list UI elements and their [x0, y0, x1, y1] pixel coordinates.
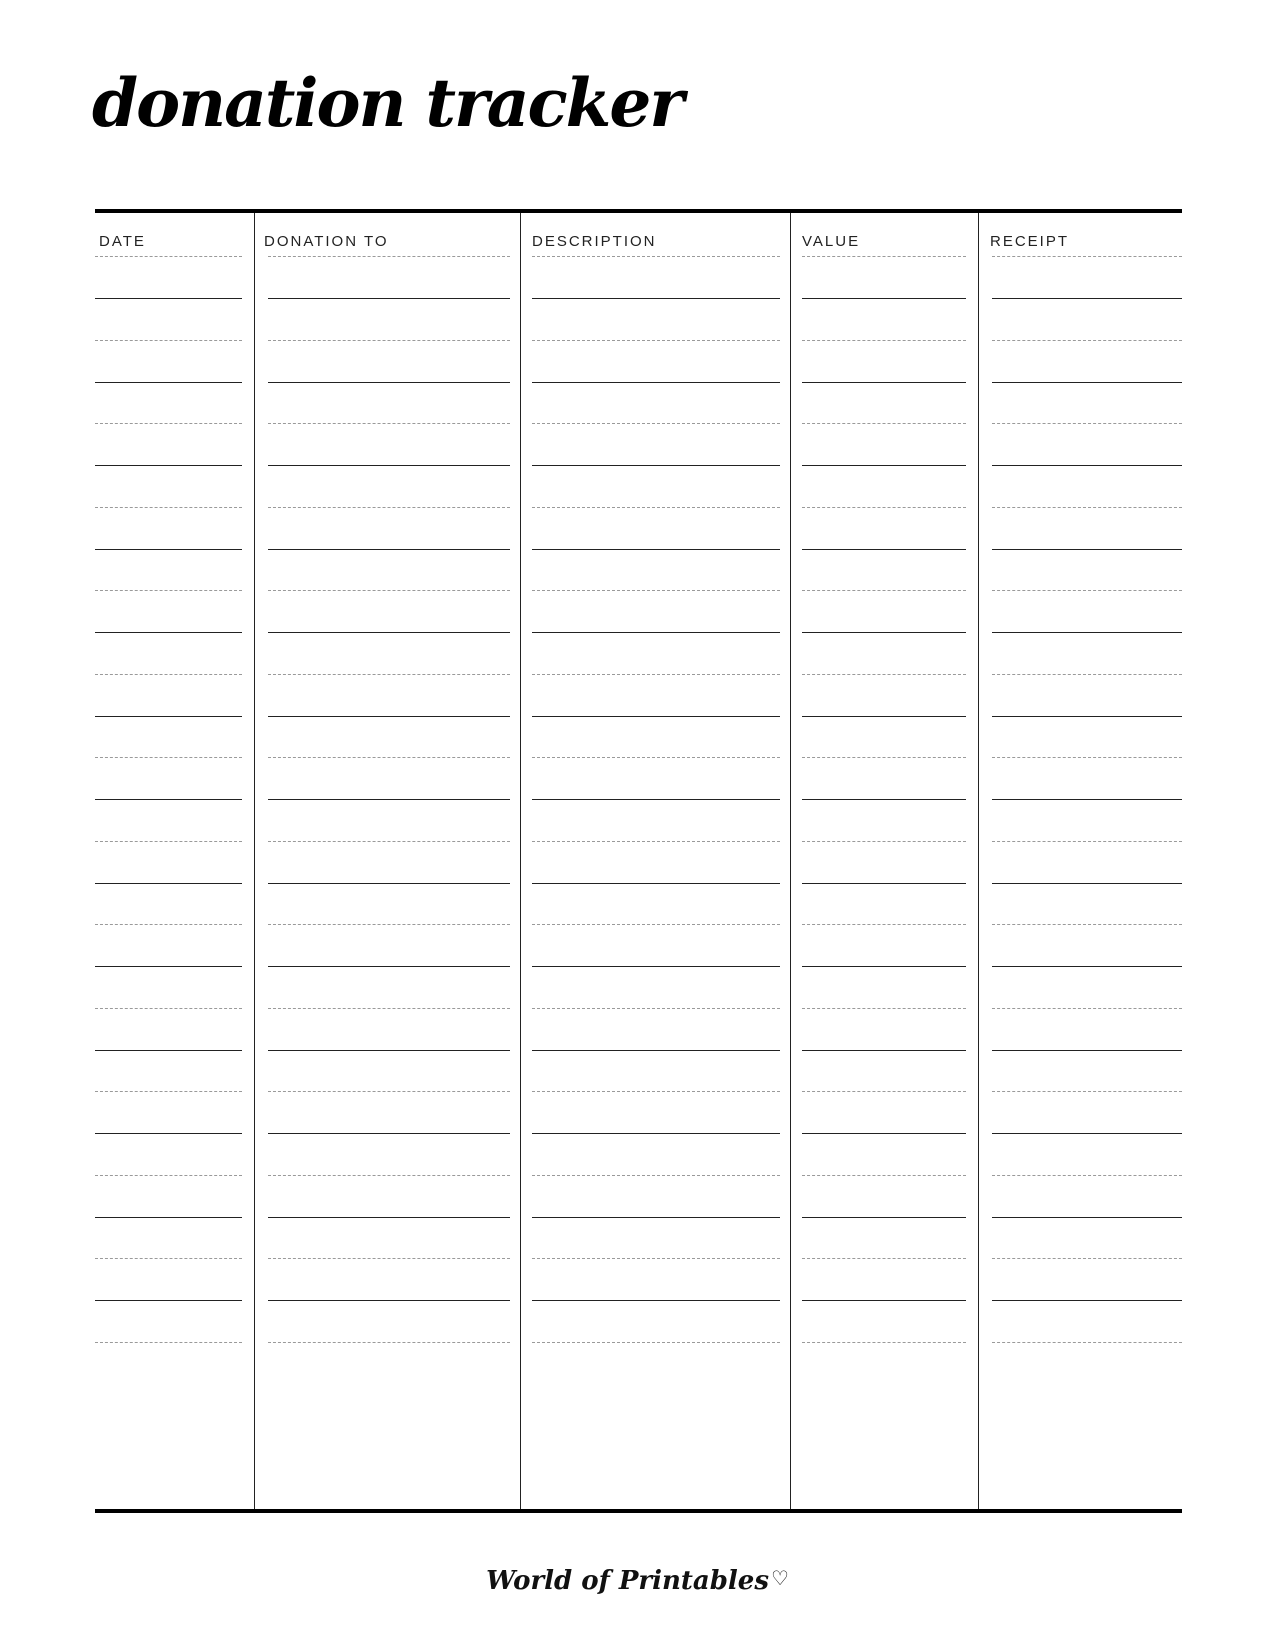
writing-line	[268, 382, 510, 383]
dotted-guide-line	[532, 590, 780, 591]
writing-line	[532, 799, 780, 800]
writing-line	[992, 1300, 1182, 1301]
writing-line	[532, 382, 780, 383]
column-header-date: DATE	[99, 233, 146, 250]
writing-line	[268, 298, 510, 299]
writing-line	[268, 632, 510, 633]
dotted-guide-line	[532, 841, 780, 842]
column-header-value: VALUE	[802, 233, 861, 250]
dotted-guide-line	[95, 423, 242, 424]
writing-line	[268, 1300, 510, 1301]
dotted-guide-line	[992, 423, 1182, 424]
column-header-receipt: RECEIPT	[990, 233, 1070, 250]
dotted-guide-line	[532, 1175, 780, 1176]
dotted-guide-line	[95, 1008, 242, 1009]
writing-line	[268, 1050, 510, 1051]
writing-line	[992, 298, 1182, 299]
dotted-guide-line	[268, 1258, 510, 1259]
writing-line	[992, 966, 1182, 967]
dotted-guide-line	[95, 757, 242, 758]
writing-line	[532, 1217, 780, 1218]
writing-line	[268, 966, 510, 967]
writing-line	[802, 1217, 966, 1218]
writing-line	[95, 883, 242, 884]
writing-line	[802, 298, 966, 299]
dotted-guide-line	[268, 841, 510, 842]
dotted-guide-line	[532, 1342, 780, 1343]
dotted-guide-line	[802, 841, 966, 842]
writing-line	[95, 382, 242, 383]
writing-line	[532, 1300, 780, 1301]
writing-line	[992, 549, 1182, 550]
dotted-guide-line	[95, 1342, 242, 1343]
writing-line	[532, 549, 780, 550]
dotted-guide-line	[268, 1342, 510, 1343]
footer-brand	[0, 1566, 1275, 1596]
writing-line	[992, 465, 1182, 466]
dotted-guide-line	[802, 1342, 966, 1343]
writing-line	[95, 549, 242, 550]
writing-line	[532, 465, 780, 466]
dotted-guide-line	[95, 256, 242, 257]
dotted-guide-line	[95, 924, 242, 925]
dotted-guide-line	[992, 1175, 1182, 1176]
dotted-guide-line	[268, 924, 510, 925]
dotted-guide-line	[532, 1008, 780, 1009]
writing-line	[95, 632, 242, 633]
dotted-guide-line	[268, 590, 510, 591]
writing-line	[802, 1133, 966, 1134]
writing-line	[802, 1300, 966, 1301]
dotted-guide-line	[992, 674, 1182, 675]
dotted-guide-line	[95, 841, 242, 842]
writing-line	[992, 716, 1182, 717]
column-header-description: DESCRIPTION	[532, 233, 657, 250]
writing-line	[802, 465, 966, 466]
writing-line	[992, 1050, 1182, 1051]
dotted-guide-line	[268, 674, 510, 675]
writing-line	[268, 1217, 510, 1218]
writing-line	[268, 1133, 510, 1134]
writing-line	[532, 298, 780, 299]
dotted-guide-line	[802, 1091, 966, 1092]
dotted-guide-line	[802, 256, 966, 257]
dotted-guide-line	[992, 256, 1182, 257]
writing-line	[532, 883, 780, 884]
dotted-guide-line	[532, 423, 780, 424]
dotted-guide-line	[802, 674, 966, 675]
writing-line	[992, 382, 1182, 383]
writing-line	[532, 1133, 780, 1134]
writing-line	[802, 883, 966, 884]
dotted-guide-line	[95, 340, 242, 341]
writing-line	[95, 1050, 242, 1051]
dotted-guide-line	[802, 924, 966, 925]
writing-line	[992, 632, 1182, 633]
dotted-guide-line	[992, 841, 1182, 842]
dotted-guide-line	[268, 1008, 510, 1009]
writing-line	[802, 382, 966, 383]
writing-line	[802, 632, 966, 633]
writing-line	[268, 549, 510, 550]
writing-line	[802, 549, 966, 550]
dotted-guide-line	[992, 924, 1182, 925]
dotted-guide-line	[992, 757, 1182, 758]
writing-line	[95, 799, 242, 800]
writing-line	[95, 716, 242, 717]
column-date	[95, 213, 255, 1509]
writing-line	[95, 1217, 242, 1218]
dotted-guide-line	[992, 1342, 1182, 1343]
dotted-guide-line	[532, 256, 780, 257]
column-receipt	[978, 213, 1182, 1509]
dotted-guide-line	[95, 1175, 242, 1176]
dotted-guide-line	[532, 1258, 780, 1259]
writing-line	[95, 465, 242, 466]
dotted-guide-line	[802, 1258, 966, 1259]
column-header-donation-to: DONATION TO	[264, 233, 389, 250]
dotted-guide-line	[95, 1258, 242, 1259]
dotted-guide-line	[992, 590, 1182, 591]
writing-line	[95, 1300, 242, 1301]
writing-line	[992, 1217, 1182, 1218]
dotted-guide-line	[802, 757, 966, 758]
writing-line	[268, 465, 510, 466]
dotted-guide-line	[268, 256, 510, 257]
writing-line	[802, 1050, 966, 1051]
dotted-guide-line	[802, 590, 966, 591]
dotted-guide-line	[95, 674, 242, 675]
writing-line	[95, 966, 242, 967]
writing-line	[992, 883, 1182, 884]
dotted-guide-line	[95, 590, 242, 591]
writing-line	[268, 799, 510, 800]
writing-line	[992, 1133, 1182, 1134]
dotted-guide-line	[802, 1175, 966, 1176]
writing-line	[532, 966, 780, 967]
dotted-guide-line	[268, 757, 510, 758]
dotted-guide-line	[992, 1008, 1182, 1009]
writing-line	[95, 1133, 242, 1134]
writing-line	[532, 1050, 780, 1051]
column-donation-to	[254, 213, 521, 1509]
dotted-guide-line	[532, 1091, 780, 1092]
dotted-guide-line	[268, 1175, 510, 1176]
dotted-guide-line	[802, 1008, 966, 1009]
writing-line	[802, 966, 966, 967]
heart-icon: ♡	[771, 1566, 789, 1590]
dotted-guide-line	[992, 1091, 1182, 1092]
writing-line	[268, 883, 510, 884]
dotted-guide-line	[268, 1091, 510, 1092]
column-description	[520, 213, 791, 1509]
page-title: donation tracker	[92, 64, 683, 142]
dotted-guide-line	[268, 507, 510, 508]
dotted-guide-line	[802, 507, 966, 508]
dotted-guide-line	[802, 423, 966, 424]
writing-line	[802, 799, 966, 800]
writing-line	[992, 799, 1182, 800]
writing-line	[802, 716, 966, 717]
donation-table	[95, 209, 1182, 1513]
dotted-guide-line	[95, 507, 242, 508]
dotted-guide-line	[992, 340, 1182, 341]
dotted-guide-line	[532, 507, 780, 508]
dotted-guide-line	[532, 757, 780, 758]
column-value	[790, 213, 979, 1509]
dotted-guide-line	[532, 340, 780, 341]
dotted-guide-line	[992, 507, 1182, 508]
dotted-guide-line	[268, 423, 510, 424]
dotted-guide-line	[532, 674, 780, 675]
dotted-guide-line	[268, 340, 510, 341]
dotted-guide-line	[992, 1258, 1182, 1259]
writing-line	[268, 716, 510, 717]
footer-brand-text: World of Printables	[486, 1566, 769, 1596]
dotted-guide-line	[802, 340, 966, 341]
writing-line	[532, 632, 780, 633]
dotted-guide-line	[532, 924, 780, 925]
dotted-guide-line	[95, 1091, 242, 1092]
writing-line	[532, 716, 780, 717]
writing-line	[95, 298, 242, 299]
